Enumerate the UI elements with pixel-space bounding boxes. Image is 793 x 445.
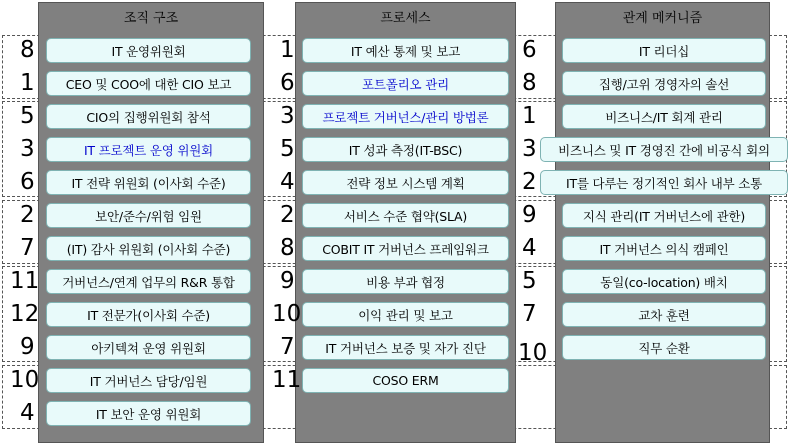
rank-number: 11 xyxy=(10,268,40,294)
list-item: IT 거버넌스 의식 캠페인 xyxy=(562,236,766,261)
column-title: 조직 구조 xyxy=(123,11,179,26)
list-item: IT 프로젝트 운영 위원회 xyxy=(46,137,251,162)
list-item: IT 전문가(이사회 수준) xyxy=(46,302,251,327)
list-item: 이익 관리 및 보고 xyxy=(302,302,509,327)
column-title: 관계 메커니즘 xyxy=(622,11,703,26)
list-item: CEO 및 COO에 대한 CIO 보고 xyxy=(46,71,251,96)
rank-number: 8 xyxy=(522,70,537,96)
rank-number: 6 xyxy=(20,169,35,195)
rank-number: 6 xyxy=(522,37,537,63)
list-item: 비용 부과 협정 xyxy=(302,269,509,294)
list-item: 비즈니스/IT 회계 관리 xyxy=(562,104,766,129)
list-item: IT 거버넌스 보증 및 자가 진단 xyxy=(302,335,509,360)
rank-number: 11 xyxy=(272,367,302,393)
list-item: 직무 순환 xyxy=(562,335,766,360)
rank-number: 8 xyxy=(20,37,35,63)
list-item: 비즈니스 및 IT 경영진 간에 비공식 회의 xyxy=(540,137,788,162)
list-item: IT 성과 측정(IT-BSC) xyxy=(302,137,509,162)
rank-number: 7 xyxy=(522,301,537,327)
list-item: CIO의 집행위원회 참석 xyxy=(46,104,251,129)
rank-number: 1 xyxy=(522,103,537,129)
rank-number: 7 xyxy=(280,334,295,360)
rank-number: 9 xyxy=(20,334,35,360)
rank-number: 8 xyxy=(280,235,295,261)
rank-number: 4 xyxy=(20,400,35,426)
rank-number: 7 xyxy=(20,235,35,261)
rank-number: 2 xyxy=(522,169,537,195)
list-item: 거버넌스/연계 업무의 R&R 통합 xyxy=(46,269,251,294)
rank-number: 10 xyxy=(518,340,548,366)
rank-number: 4 xyxy=(522,235,537,261)
list-item: IT 거버넌스 담당/임원 xyxy=(46,368,251,393)
list-item: 아키텍쳐 운영 위원회 xyxy=(46,335,251,360)
list-item: 포트폴리오 관리 xyxy=(302,71,509,96)
list-item: IT 리더십 xyxy=(562,38,766,63)
rank-number: 10 xyxy=(272,301,302,327)
list-item: (IT) 감사 위원회 (이사회 수준) xyxy=(46,236,251,261)
rank-number: 9 xyxy=(522,202,537,228)
list-item: 교차 훈련 xyxy=(562,302,766,327)
rank-number: 5 xyxy=(280,136,295,162)
list-item: IT 예산 통제 및 보고 xyxy=(302,38,509,63)
rank-number: 9 xyxy=(280,268,295,294)
rank-number: 1 xyxy=(20,70,35,96)
list-item: 집행/고위 경영자의 솔선 xyxy=(562,71,766,96)
rank-number: 3 xyxy=(20,136,35,162)
rank-number: 10 xyxy=(10,367,40,393)
rank-number: 2 xyxy=(280,202,295,228)
column-title: 프로세스 xyxy=(380,11,431,26)
list-item: 동일(co-location) 배치 xyxy=(562,269,766,294)
list-item: 전략 정보 시스템 계획 xyxy=(302,170,509,195)
rank-number: 5 xyxy=(522,268,537,294)
rank-number: 3 xyxy=(280,103,295,129)
list-item: COSO ERM xyxy=(302,368,509,393)
list-item: 프로젝트 거버넌스/관리 방법론 xyxy=(302,104,509,129)
rank-number: 3 xyxy=(522,136,537,162)
list-item: IT 보안 운영 위원회 xyxy=(46,401,251,426)
rank-number: 1 xyxy=(280,37,295,63)
rank-number: 12 xyxy=(10,301,40,327)
list-item: 지식 관리(IT 거버넌스에 관한) xyxy=(562,203,766,228)
rank-number: 5 xyxy=(20,103,35,129)
rank-number: 2 xyxy=(20,202,35,228)
list-item: COBIT IT 거버넌스 프레임워크 xyxy=(302,236,509,261)
list-item: IT 전략 위원회 (이사회 수준) xyxy=(46,170,251,195)
list-item: 서비스 수준 협약(SLA) xyxy=(302,203,509,228)
rank-number: 6 xyxy=(280,70,295,96)
list-item: IT를 다루는 정기적인 회사 내부 소통 xyxy=(540,170,788,195)
rank-number: 4 xyxy=(280,169,295,195)
list-item: 보안/준수/위험 임원 xyxy=(46,203,251,228)
list-item: IT 운영위원회 xyxy=(46,38,251,63)
